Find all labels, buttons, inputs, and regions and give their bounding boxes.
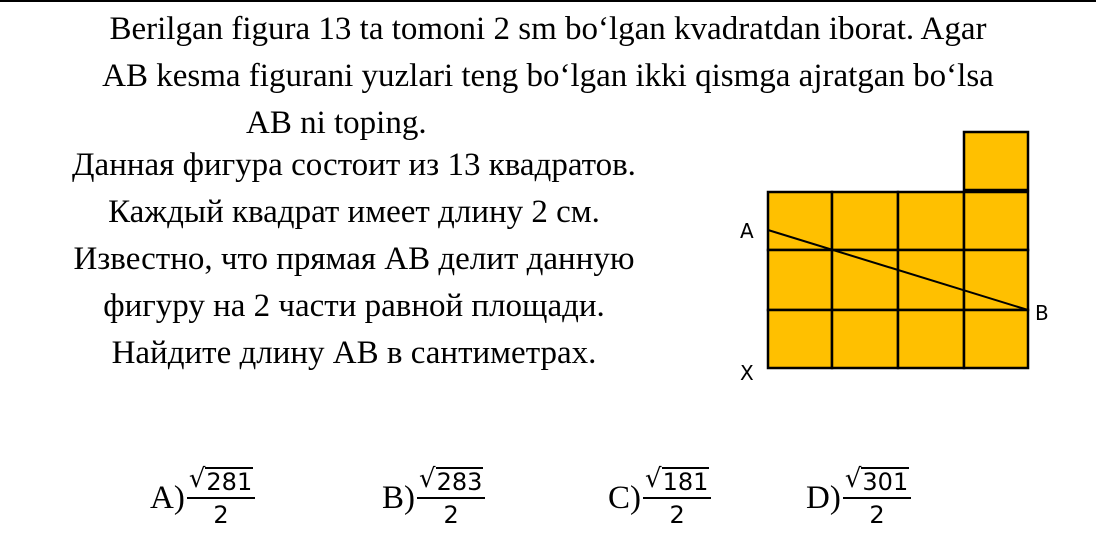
answer-radicand: 301 (862, 468, 909, 496)
figure-square (768, 250, 832, 310)
answer-option-b[interactable] (382, 458, 485, 538)
figure-square (768, 192, 832, 250)
uzbek-line-3: AB ni toping. (246, 105, 427, 141)
figure-square (832, 192, 898, 250)
uzbek-line-2: AB kesma figurani yuzlari teng bo‘lgan ikki qismga ajratgan bo‘lsa (102, 58, 994, 94)
russian-line-3: Известно, что прямая AB делит данную (73, 241, 635, 277)
russian-line-1: Данная фигура состоит из 13 квадратов. (72, 147, 636, 183)
figure-square (832, 310, 898, 368)
figure-square (964, 132, 1028, 190)
answer-fraction: √ 301 2 (843, 465, 911, 531)
answer-radicand: 283 (436, 468, 483, 496)
label-x: X (740, 361, 754, 385)
answer-denominator: 2 (869, 501, 885, 529)
answer-label: B) (382, 480, 415, 516)
russian-problem-text (0, 142, 708, 377)
squares-figure (730, 128, 1050, 388)
top-rule (0, 0, 1096, 2)
answer-options (0, 458, 1096, 548)
figure-square (964, 310, 1028, 368)
russian-line-5: Найдите длину AB в сантиметрах. (111, 335, 597, 371)
answer-label: C) (608, 480, 641, 516)
answer-option-c[interactable] (608, 458, 711, 538)
uzbek-problem-text (0, 6, 1096, 147)
answer-denominator: 2 (443, 501, 459, 529)
answer-fraction: √ 283 2 (417, 465, 485, 531)
russian-line-2: Каждый квадрат имеет длину 2 см. (108, 194, 600, 230)
figure-square (964, 192, 1028, 250)
label-a: A (740, 219, 754, 243)
uzbek-line-1: Berilgan figura 13 ta tomoni 2 sm bo‘lgan kvadratdan iborat. Agar (109, 11, 987, 47)
answer-label: D) (806, 480, 841, 516)
figure-square (898, 192, 964, 250)
figure-square (898, 310, 964, 368)
label-b: B (1035, 301, 1049, 325)
answer-label: A) (150, 480, 185, 516)
answer-denominator: 2 (669, 501, 685, 529)
answer-fraction: √ 181 2 (643, 465, 711, 531)
answer-option-d[interactable] (806, 458, 911, 538)
answer-option-a[interactable] (150, 458, 255, 538)
answer-radicand: 181 (662, 468, 709, 496)
answer-fraction: √ 281 2 (187, 465, 255, 531)
answer-radicand: 281 (206, 468, 253, 496)
answer-denominator: 2 (213, 501, 229, 529)
figure-square (768, 310, 832, 368)
russian-line-4: фигуру на 2 части равной площади. (103, 288, 605, 324)
